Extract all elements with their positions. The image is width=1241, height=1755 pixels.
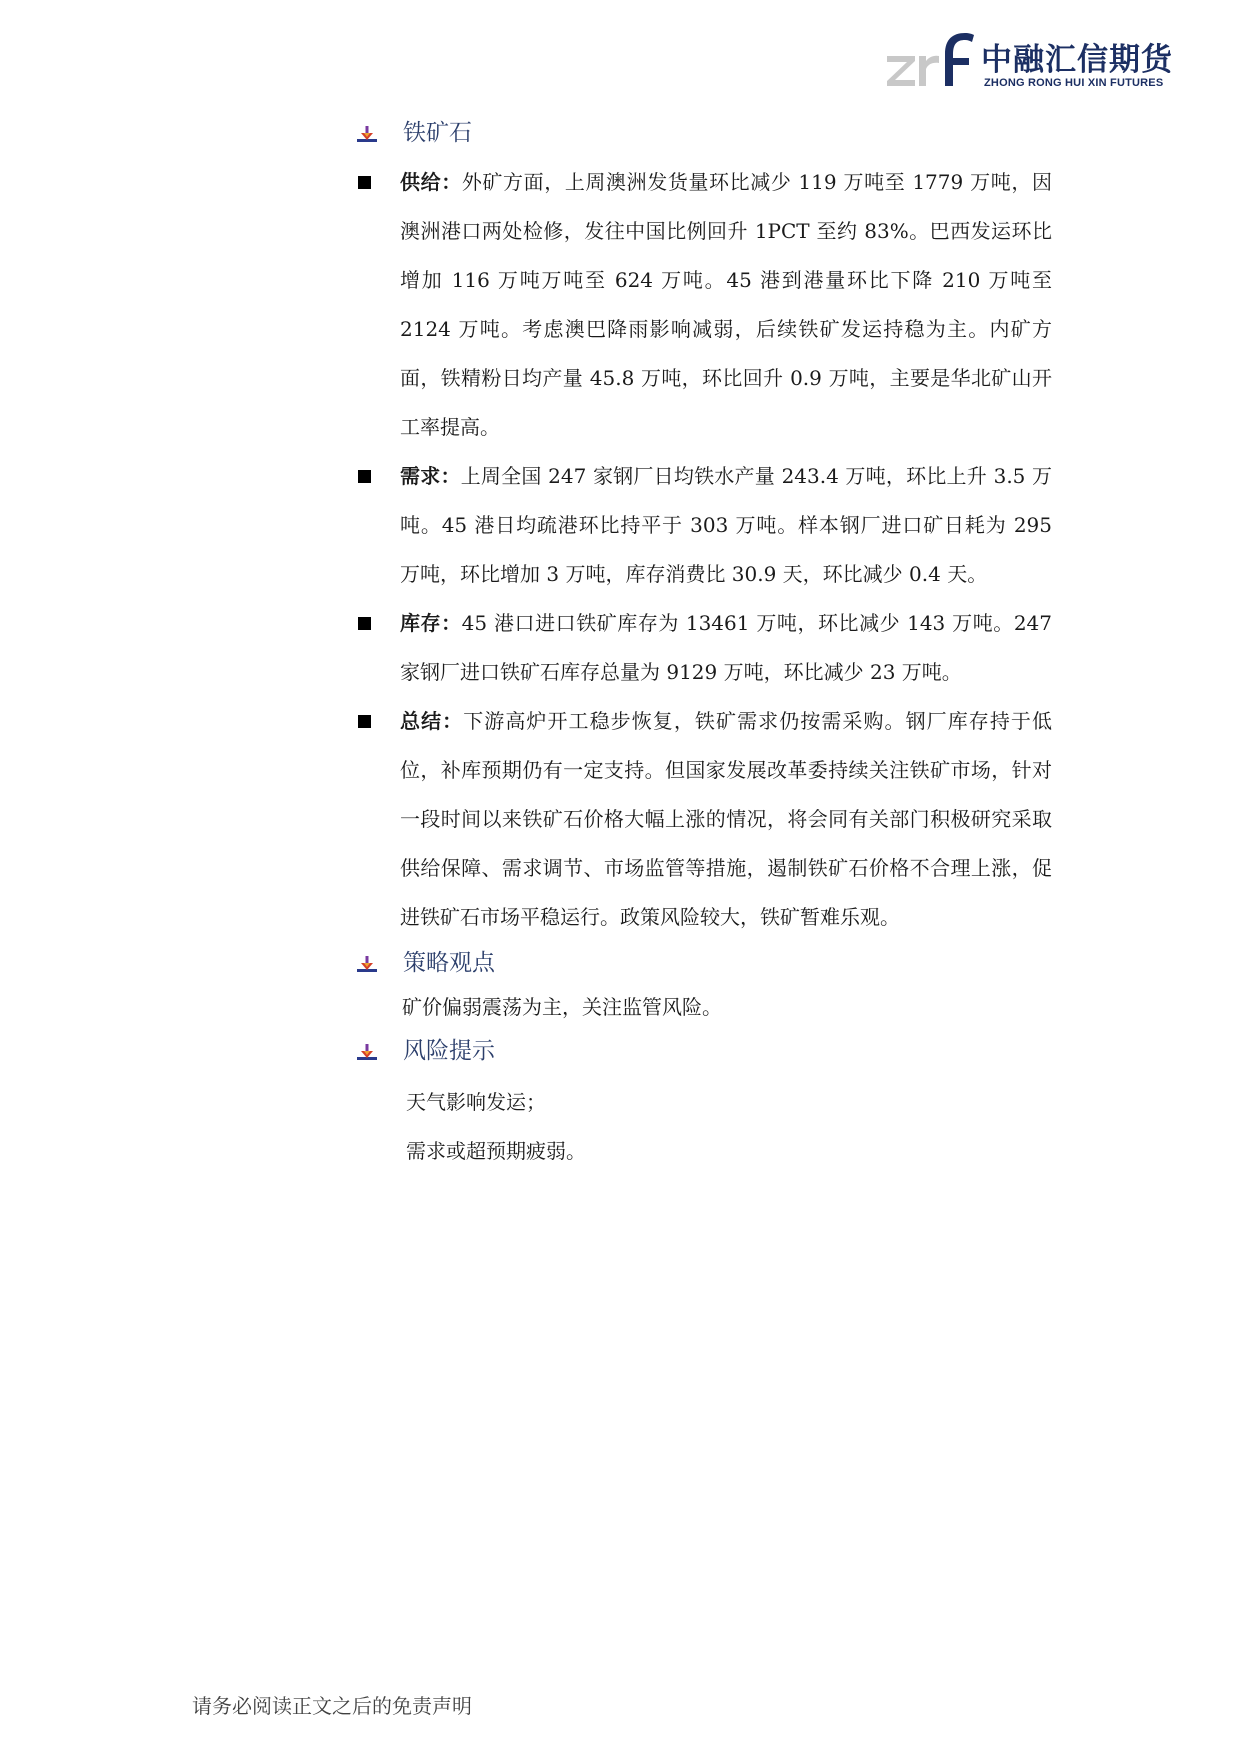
strategy-text: 矿价偏弱震荡为主，关注监管风险。 <box>402 995 722 1019</box>
item-label: 需求： <box>400 464 461 488</box>
section-title: 风险提示 <box>403 1038 495 1064</box>
list-item-inventory <box>352 599 1052 697</box>
list-item-supply <box>352 158 1052 452</box>
square-bullet-icon <box>358 470 371 483</box>
arrow-down-bullet-icon <box>356 124 378 146</box>
item-label: 库存： <box>400 611 462 635</box>
risk-item: 天气影响发运； <box>406 1090 546 1114</box>
logo-english-name: ZHONG RONG HUI XIN FUTURES <box>984 77 1164 89</box>
report-content <box>352 112 1052 1176</box>
arrow-down-bullet-icon <box>356 1042 378 1064</box>
item-text: 45 港口进口铁矿库存为 13461 万吨，环比减少 143 万吨。247 家钢厂进口铁矿石库存总量为 9129 万吨，环比减少 23 万吨。 <box>400 611 1053 684</box>
square-bullet-icon <box>358 617 371 630</box>
section-heading-risk <box>352 1030 1052 1072</box>
item-label: 总结： <box>400 709 464 733</box>
square-bullet-icon <box>358 715 371 728</box>
list-item-demand <box>352 452 1052 599</box>
company-logo <box>885 30 1175 94</box>
section-heading-iron-ore <box>352 112 1052 154</box>
section-heading-strategy <box>352 942 1052 984</box>
square-bullet-icon <box>358 176 371 189</box>
item-label: 供给： <box>400 170 462 194</box>
zrf-logo-icon <box>885 30 977 94</box>
arrow-down-bullet-icon <box>356 954 378 976</box>
item-text: 上周全国 247 家钢厂日均铁水产量 243.4 万吨，环比上升 3.5 万吨。45 港日均疏港环比持平于 303 万吨。样本钢厂进口矿日耗为 295 万吨，环比增加 3 万吨，库存消费比 30.9 天，环比减少 0.4 天。 <box>400 464 1052 586</box>
risk-item: 需求或超预期疲弱。 <box>406 1139 586 1163</box>
logo-chinese-name: 中融汇信期货 <box>981 42 1173 78</box>
section-title: 策略观点 <box>403 950 495 976</box>
item-text: 外矿方面，上周澳洲发货量环比减少 119 万吨至 1779 万吨，因澳洲港口两处检修，发往中国比例回升 1PCT 至约 83%。巴西发运环比增加 116 万吨万吨至 624 万吨。45 港到港量环比下降 210 万吨至 2124 万吨。考虑澳巴降雨影响减弱，后续铁矿发运持稳为主。内矿方面，铁精粉日均产量 45.8 万吨，环比回升 0.9 万吨，主要是华北矿山开工率提高。 <box>400 170 1052 439</box>
list-item-summary <box>352 697 1052 942</box>
item-text: 下游高炉开工稳步恢复，铁矿需求仍按需采购。钢厂库存持于低位，补库预期仍有一定支持。但国家发展改革委持续关注铁矿市场，针对一段时间以来铁矿石价格大幅上涨的情况，将会同有关部门积极研究采取供给保障、需求调节、市场监管等措施，遏制铁矿石价格不合理上涨，促进铁矿石市场平稳运行。政策风险较大，铁矿暂难乐观。 <box>400 709 1053 929</box>
footer-disclaimer: 请务必阅读正文之后的免责声明 <box>192 1694 472 1718</box>
section-title: 铁矿石 <box>403 120 472 146</box>
